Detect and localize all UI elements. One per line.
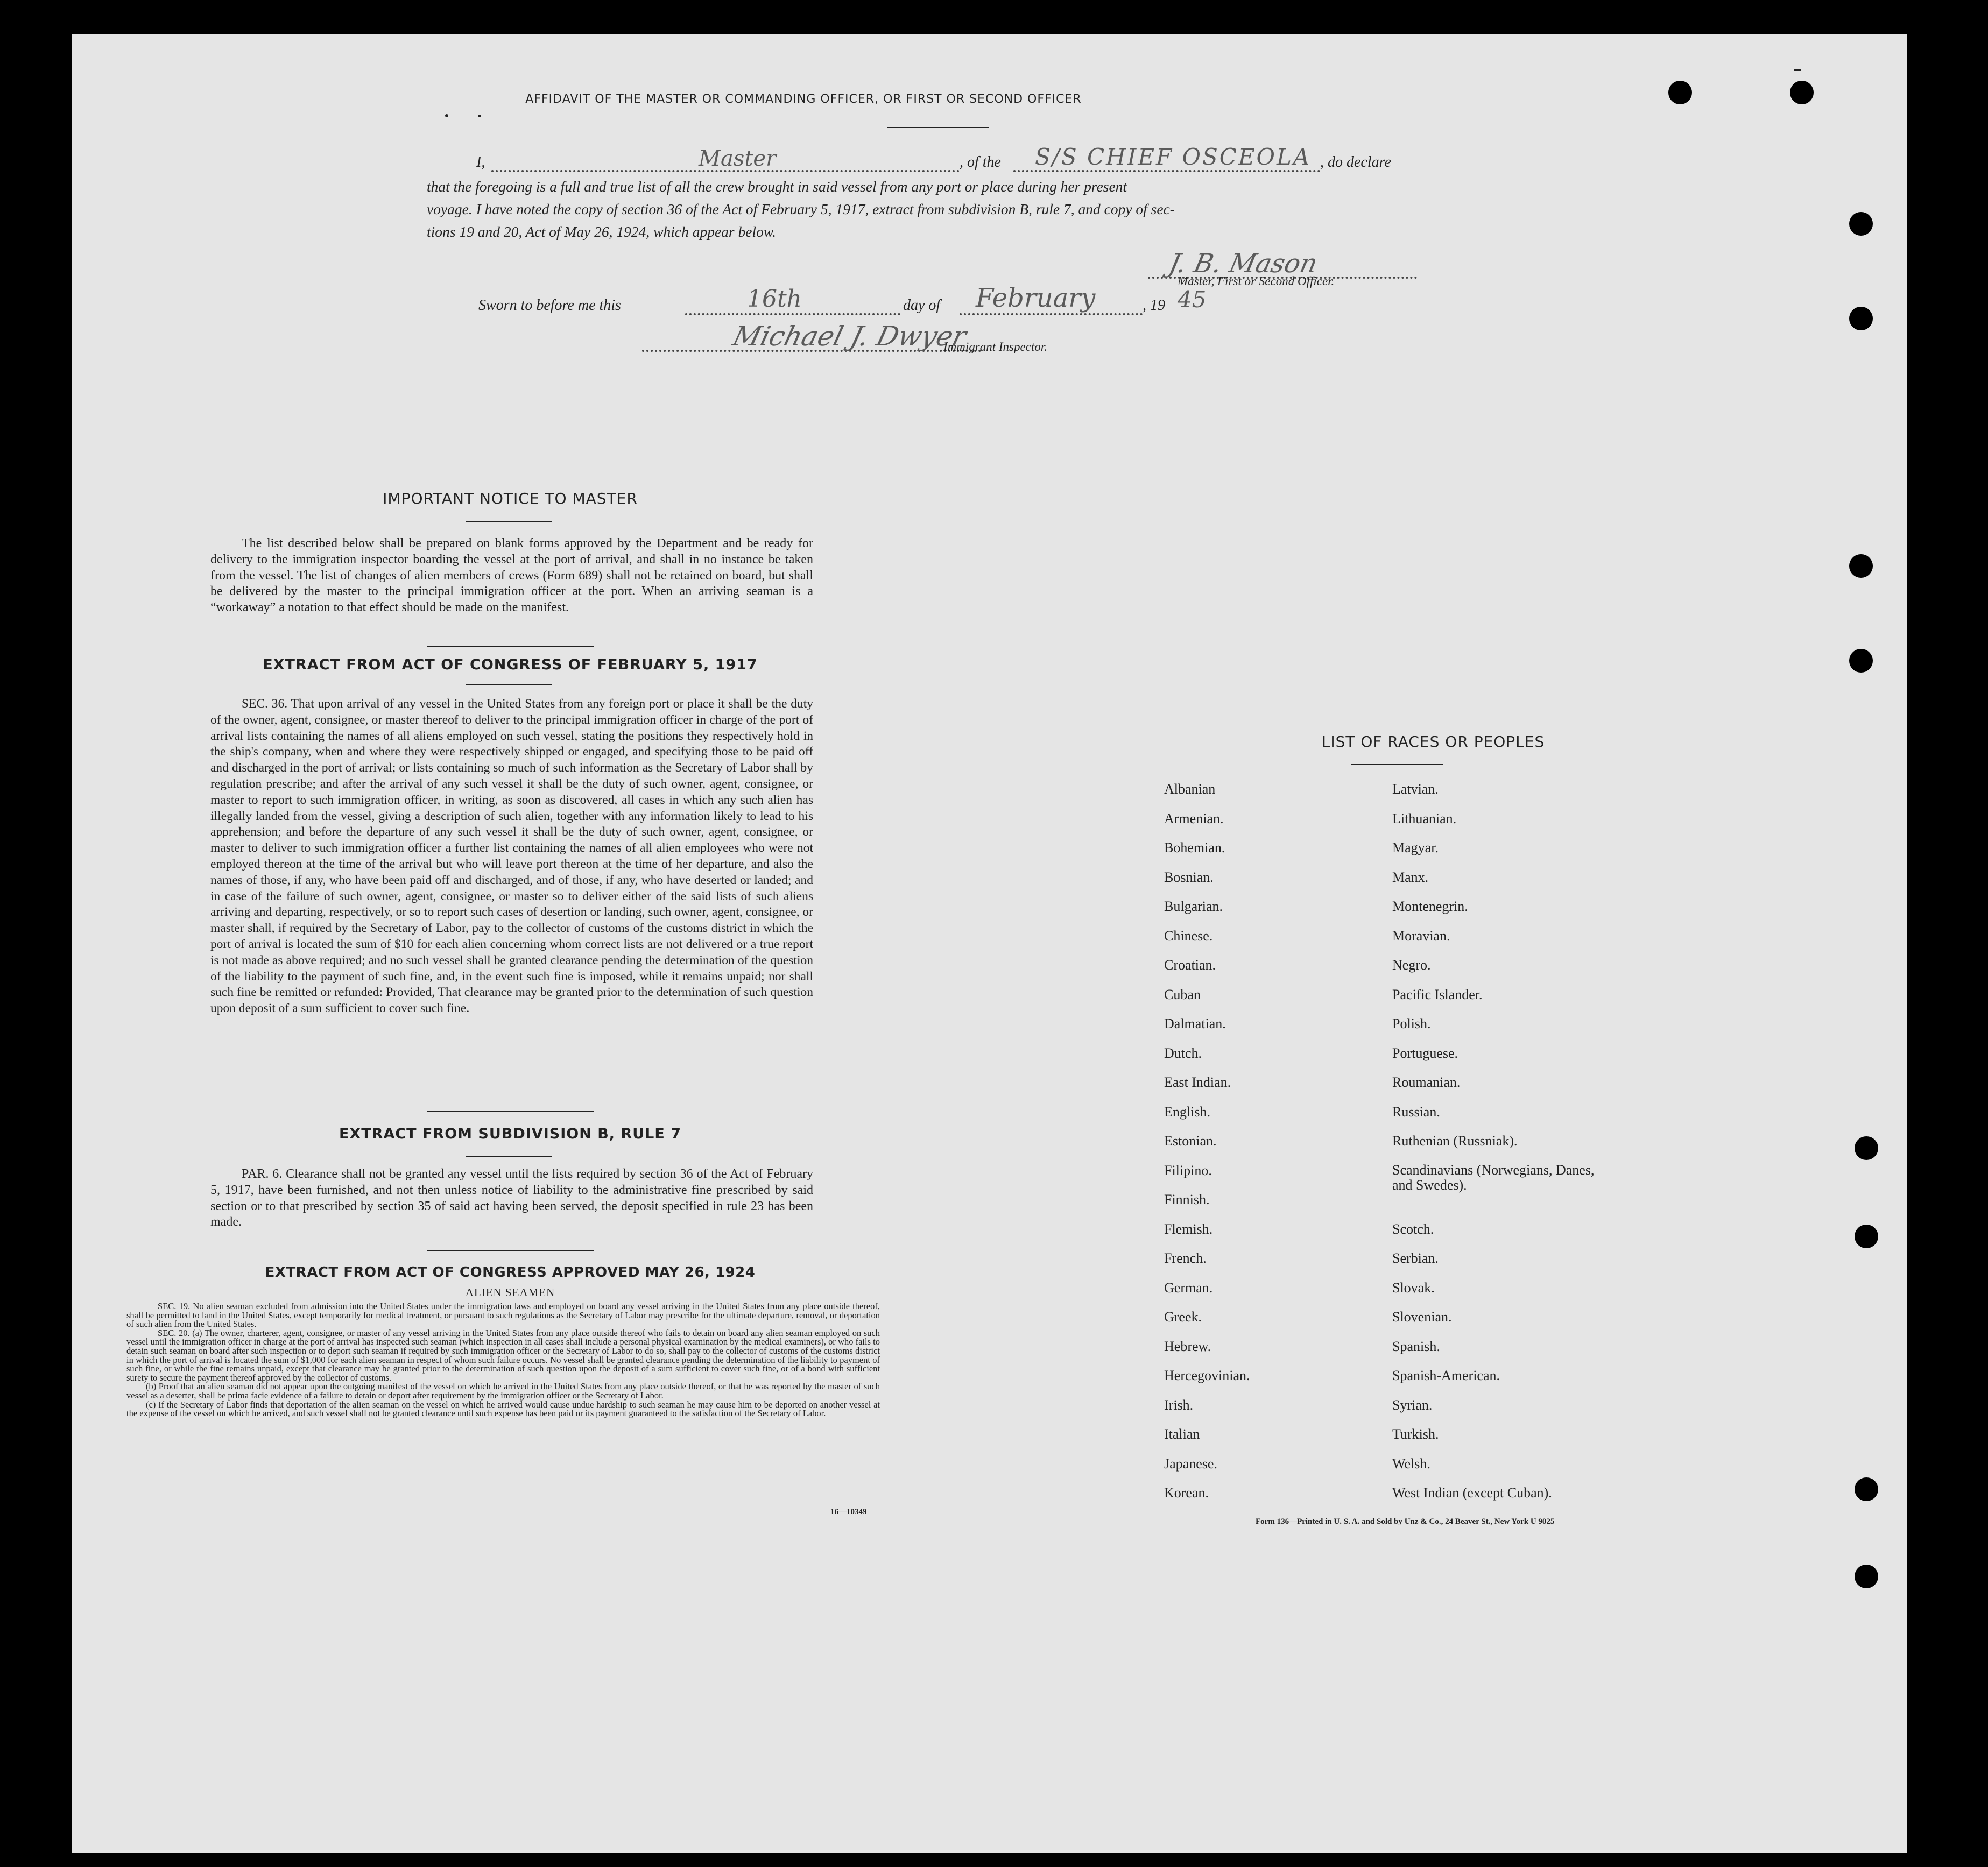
race-item: Korean. bbox=[1164, 1485, 1209, 1501]
sworn-month: February bbox=[976, 283, 1096, 313]
sworn-label: Sworn to before me this bbox=[478, 297, 621, 314]
race-item: West Indian (except Cuban). bbox=[1392, 1485, 1552, 1501]
binder-hole bbox=[1849, 212, 1873, 236]
race-item: Moravian. bbox=[1392, 928, 1450, 944]
printer-footer: Form 136—Printed in U. S. A. and Sold by Unz & Co., 24 Beaver St., New York U 9025 bbox=[1256, 1517, 1555, 1526]
race-item: Filipino. bbox=[1164, 1162, 1212, 1178]
race-item: Spanish-American. bbox=[1392, 1368, 1500, 1383]
rule7-text: PAR. 6. Clearance shall not be granted any vessel until the lists required by section 36 of the Act of February 5, 1917, have been furnished, and not then unless notice of liability to the administrative fine prescribed by said section or to that prescribed by section 35 of said act having been served, the deposit specified in rule 23 has been made. bbox=[210, 1167, 813, 1229]
rule7-title: EXTRACT FROM SUBDIVISION B, RULE 7 bbox=[339, 1126, 682, 1142]
race-item: Turkish. bbox=[1392, 1426, 1439, 1442]
title-divider bbox=[887, 127, 989, 128]
binder-hole bbox=[1790, 81, 1814, 104]
master-handwritten: Master bbox=[699, 146, 777, 171]
race-item: Estonian. bbox=[1164, 1133, 1217, 1149]
speck bbox=[1794, 69, 1801, 71]
races-divider bbox=[1351, 764, 1443, 765]
vessel-line bbox=[1013, 170, 1320, 172]
race-item: Dalmatian. bbox=[1164, 1016, 1226, 1031]
race-item: Chinese. bbox=[1164, 928, 1213, 944]
race-item: Scotch. bbox=[1392, 1221, 1434, 1237]
race-item: English. bbox=[1164, 1104, 1210, 1120]
speck bbox=[478, 115, 481, 117]
sec20b-text: (b) Proof that an alien seaman did not appear upon the outgoing manifest of the vessel on which he arrived in the United States from any place outside thereof, or that he was reported by the master of such vessel as a deserter, shall be prima facie evidence of a failure to detain or deport after requirement by the immigration officer or the Secretary of Labor. bbox=[126, 1381, 880, 1401]
affidavit-body bbox=[427, 175, 1412, 243]
race-item: Italian bbox=[1164, 1426, 1200, 1442]
race-item: Serbian. bbox=[1392, 1250, 1439, 1266]
race-item: Slovak. bbox=[1392, 1279, 1435, 1296]
sec20a-text: SEC. 20. (a) The owner, charterer, agent, consignee, or master of any vessel arriving in the United States from any place outside thereof who fails to detain on board any alien seaman employed on such vessel until the immigration officer in charge at the port of arrival has inspected such seaman (which inspection in all cases shall include a personal physical examination by the medical examiners), or who fails to detain such seaman on board after such inspection or to deport such seaman if required by such immigration officer or the Secretary of Labor to do so, shall pay to the collector of customs of the customs district in which the port of arrival is located the sum of $1,000 for each alien seaman in respect of whom such failure occurs. No vessel shall be granted clearance pending the determination of the liability to payment of such fine, or while the fine remains unpaid, except that clearance may be granted prior to the determination of such question upon the deposit of a sum sufficient to cover such fine, or of a bond with sufficient surety to secure the payment thereof approved by the collector of customs. bbox=[126, 1327, 880, 1383]
race-item: Albanian bbox=[1164, 781, 1216, 797]
race-item: Negro. bbox=[1392, 957, 1431, 973]
extract-1917-end-rule bbox=[427, 1111, 594, 1112]
binder-hole bbox=[1849, 649, 1873, 673]
race-item: Ruthenian (Russniak). bbox=[1392, 1133, 1518, 1149]
binder-hole bbox=[1855, 1136, 1878, 1160]
sec19-text: SEC. 19. No alien seaman excluded from admission into the United States under the immigration laws and employed on board any vessel arriving in the United States from any place outside thereof, shall be permitted to land in the United States, except temporarily for medical treatment, or pursuant to such regulations as the Secretary of Labor may prescribe for the ultimate departure, removal, or deportation of such alien from the United States. bbox=[126, 1301, 880, 1329]
binder-hole bbox=[1855, 1565, 1878, 1588]
races-right-column bbox=[1392, 781, 1597, 1515]
sworn-day: 16th bbox=[747, 285, 802, 313]
of-the-label: , of the bbox=[960, 154, 1001, 171]
races-left-column bbox=[1164, 781, 1379, 1515]
extract-1917-divider bbox=[466, 684, 552, 685]
race-item: Hercegovinian. bbox=[1164, 1368, 1250, 1383]
race-item: Bosnian. bbox=[1164, 869, 1214, 885]
race-item: Montenegrin. bbox=[1392, 899, 1468, 914]
sworn-month-line bbox=[960, 313, 1143, 315]
rule7-divider bbox=[466, 1156, 552, 1157]
binder-hole bbox=[1855, 1225, 1878, 1248]
race-item: Irish. bbox=[1164, 1397, 1194, 1413]
affidavit-title: AFFIDAVIT OF THE MASTER OR COMMANDING OFFICER, OR FIRST OR SECOND OFFICER bbox=[525, 93, 1082, 106]
race-item: Greek. bbox=[1164, 1309, 1202, 1325]
affidavit-line-2: that the foregoing is a full and true list of all the crew brought in said vessel from any port or place during her present bbox=[427, 178, 1127, 195]
day-of-label: day of bbox=[903, 297, 941, 314]
officer-signature: J. B. Mason bbox=[1166, 249, 1320, 279]
inspector-caption: Immigrant Inspector. bbox=[943, 340, 1047, 353]
race-item: Lithuanian. bbox=[1392, 810, 1457, 826]
race-item: Manx. bbox=[1392, 869, 1429, 885]
binder-hole bbox=[1849, 554, 1873, 578]
race-item: Russian. bbox=[1392, 1104, 1440, 1120]
notice-title: IMPORTANT NOTICE TO MASTER bbox=[383, 490, 638, 507]
binder-hole bbox=[1855, 1477, 1878, 1501]
vessel-handwritten: S/S CHIEF OSCEOLA bbox=[1035, 144, 1312, 170]
year-prefix: , 19 bbox=[1143, 297, 1165, 314]
race-item: Bohemian. bbox=[1164, 840, 1225, 855]
race-item: Spanish. bbox=[1392, 1338, 1440, 1354]
race-item: Portuguese. bbox=[1392, 1045, 1458, 1061]
race-item: French. bbox=[1164, 1250, 1207, 1266]
extract-1917-title: EXTRACT FROM ACT OF CONGRESS OF FEBRUARY 5, 1917 bbox=[263, 656, 758, 673]
race-item: Scandinavians (Norwegians, Danes, and Swedes). bbox=[1392, 1162, 1595, 1193]
race-item: Polish. bbox=[1392, 1016, 1431, 1031]
race-item: Japanese. bbox=[1164, 1455, 1217, 1472]
officer-caption: Master, First or Second Officer. bbox=[1178, 274, 1335, 288]
sec20c-text: (c) If the Secretary of Labor finds that deportation of the alien seaman on the vessel on which he arrived would cause undue hardship to such seaman he may cause him to be deported on another vessel at the expense of the vessel on which he arrived, and such vessel shall not be granted clearance until such expense has been paid or its payment guaranteed to the satisfaction of the Secretary of Labor. bbox=[126, 1399, 880, 1419]
race-item: Armenian. bbox=[1164, 810, 1224, 826]
rule7-end-rule bbox=[427, 1250, 594, 1251]
form-number: 16—10349 bbox=[830, 1508, 867, 1516]
notice-end-rule bbox=[427, 646, 594, 647]
i-label: I, bbox=[476, 154, 485, 171]
extract-1924-subtitle: ALIEN SEAMEN bbox=[465, 1286, 555, 1299]
race-item: Cuban bbox=[1164, 986, 1201, 1002]
notice-divider bbox=[466, 521, 552, 522]
extract-1917-text: SEC. 36. That upon arrival of any vessel in the United States from any foreign port or place it shall be the duty of the owner, agent, consignee, or master thereof to deliver to the principal immigration officer in charge of the port of arrival lists containing the names of all aliens employed on such vessel, stating the positions they respectively hold in the ship's company, when and where they were respectively shipped or engaged, and specifying those to be paid off and discharged in the port of arrival; or lists containing so much of such information as the Secretary of Labor shall by regulation prescribe; and after the arrival of any such vessel it shall be the duty of such owner, agent, consignee, or master to report to such immigration officer, in writing, as soon as discovered, all cases in which any such alien has illegally landed from the vessel, giving a description of such alien, together with any information likely to lead to his apprehension; and before the departure of any such vessel it shall be the duty of such owner, agent, consignee, or master to deliver to such immigration officer a further list containing the names of all alien employees who were not employed thereon at the time of the arrival but who will leave port thereon at the time of her departure, and also the names of those, if any, who have been paid off and discharged, and of those, if any, who have deserted or landed; and in case of the failure of such owner, agent, consignee, or master so to deliver either of the said lists of such aliens arriving and departing, respectively, or so to report such cases of desertion or landing, such owner, agent, consignee, or master shall, if required by the Secretary of Labor, pay to the collector of customs of the customs district in which the port of arrival is located the sum of $10 for each alien concerning whom correct lists are not delivered or a true report is not made as above required; and no such vessel shall be granted clearance pending the determination of the question of the liability to the payment of such fine, and, in the event such fine is imposed, while it remains unpaid; nor shall such fine be remitted or refunded: Provided, That clearance may be granted prior to the determination of such question upon deposit of a sum sufficient to cover such fine. bbox=[210, 697, 813, 1016]
race-item: Syrian. bbox=[1392, 1397, 1433, 1413]
affidavit-line-4: tions 19 and 20, Act of May 26, 1924, which appear below. bbox=[427, 223, 777, 240]
notice-text: The list described below shall be prepared on blank forms approved by the Department and be ready for delivery to the immigration inspector boarding the vessel at the port of arrival, and shall in no instance be taken from the vessel. The list of changes of alien members of crews (Form 689) shall not be retained on board, but shall be delivered by the master to the principal immigration officer at the port. When an arriving seaman is a “workaway” a notation to that effect should be made on the manifest. bbox=[210, 536, 813, 615]
race-item: Pacific Islander. bbox=[1392, 986, 1483, 1002]
race-item: Magyar. bbox=[1392, 840, 1439, 855]
race-item: Hebrew. bbox=[1164, 1338, 1211, 1354]
race-item: Slovenian. bbox=[1392, 1309, 1452, 1325]
sworn-year: 45 bbox=[1178, 286, 1207, 313]
race-item: Latvian. bbox=[1392, 781, 1439, 797]
race-item: Roumanian. bbox=[1392, 1074, 1461, 1090]
binder-hole bbox=[1668, 81, 1692, 104]
speck bbox=[445, 114, 448, 117]
inspector-signature: Michael J. Dwyer bbox=[729, 321, 970, 352]
races-title: LIST OF RACES OR PEOPLES bbox=[1321, 733, 1545, 751]
race-item: Bulgarian. bbox=[1164, 899, 1223, 914]
do-declare-label: , do declare bbox=[1320, 154, 1391, 171]
race-item: Welsh. bbox=[1392, 1455, 1430, 1472]
affidavit-line-3: voyage. I have noted the copy of section 36 of the Act of February 5, 1917, extract from subdivision B, rule 7, and copy of sec- bbox=[427, 201, 1175, 217]
race-item: East Indian. bbox=[1164, 1074, 1231, 1090]
sworn-day-line bbox=[685, 313, 900, 315]
extract-1924-body bbox=[126, 1302, 880, 1418]
race-item: German. bbox=[1164, 1279, 1213, 1296]
race-item: Flemish. bbox=[1164, 1221, 1213, 1237]
binder-hole bbox=[1849, 307, 1873, 330]
race-item: Dutch. bbox=[1164, 1045, 1202, 1061]
race-item: Croatian. bbox=[1164, 957, 1216, 973]
race-item: Finnish. bbox=[1164, 1192, 1210, 1207]
form-page bbox=[72, 34, 1907, 1853]
extract-1924-title: EXTRACT FROM ACT OF CONGRESS APPROVED MAY 26, 1924 bbox=[265, 1264, 756, 1281]
